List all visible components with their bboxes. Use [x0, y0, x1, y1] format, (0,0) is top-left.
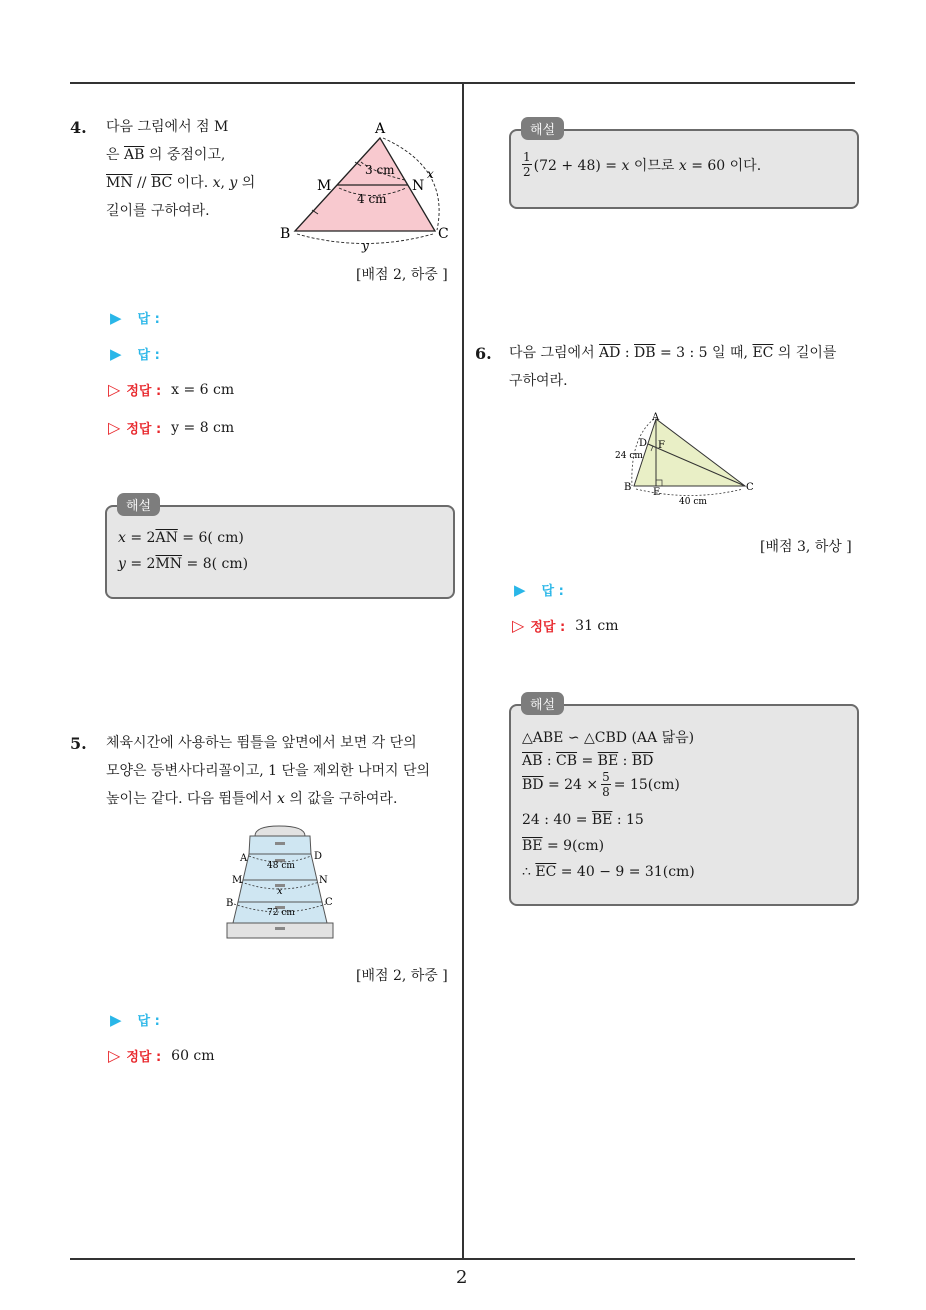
correct-marker-icon: ▷ — [108, 1046, 121, 1065]
q5-score: [배점 2, 하중 ] — [356, 968, 448, 984]
correct-marker-icon: ▷ — [108, 418, 121, 437]
correct-label: 정답 : — [126, 384, 162, 399]
q6-explanation-line-6: ∴ $\overline{EC} = 40 - 9 = 31(cm)$ — [522, 864, 695, 880]
answer-label: 답 : — [137, 1014, 160, 1029]
q5-line-3: 높이는 같다. 다음 뜀틀에서 x 의 값을 구하여라. — [106, 791, 398, 807]
answer-label: 답 : — [137, 348, 160, 363]
q5-correct-value: 60 cm — [171, 1047, 215, 1064]
q5-label-x: x — [277, 886, 283, 897]
q6-label-40cm: 40 cm — [679, 497, 707, 507]
answer-label: 답 : — [137, 312, 160, 327]
q4-explanation-line-1: $x = 2\overline{AN} = 6$( cm) — [118, 530, 244, 546]
correct-marker-icon: ▷ — [512, 616, 525, 635]
q5-correct-row — [108, 1046, 215, 1065]
q4-label-C: C — [438, 226, 449, 242]
answer-marker-icon: ▶ — [110, 308, 122, 327]
correct-label: 정답 : — [530, 620, 566, 635]
q4-line-1: 다음 그림에서 점 M — [106, 119, 229, 135]
q5-label-72cm: 72 cm — [267, 908, 295, 918]
q4-label-A: A — [375, 121, 386, 137]
q5-line-2: 모양은 등변사다리꼴이고, 1 단을 제외한 나머지 단의 — [106, 763, 431, 779]
q4-line-4: 길이를 구하여라. — [106, 203, 210, 219]
q4-correct-row-2 — [108, 418, 234, 437]
q6-label-A: A — [652, 412, 660, 423]
q5-text — [106, 729, 456, 813]
correct-marker-icon: ▷ — [108, 380, 121, 399]
q5-explanation-line: 1 2 (72 + 48) = x 이므로 x = 60 이다. — [523, 150, 762, 179]
q6-explanation-line-1: △ABE ∽ △CBD (AA 닮음) — [522, 730, 695, 746]
page-number: 2 — [456, 1267, 468, 1288]
q4-label-N: N — [412, 178, 425, 194]
q5-label-A: A — [240, 853, 248, 864]
q6-number: 6. — [475, 344, 492, 363]
q4-label-3cm: 3 cm — [365, 163, 395, 177]
q6-label-24cm: 24 cm — [615, 451, 643, 461]
q5-number: 5. — [70, 734, 87, 753]
q4-number: 4. — [70, 118, 87, 137]
q6-correct-value: 31 cm — [575, 617, 619, 634]
answer-label: 답 : — [541, 584, 564, 599]
q6-explanation-line-3: $\overline{BD} = 24$ × $\frac{5}{8}$ = 15(cm) — [522, 770, 680, 799]
q4-explanation-tag: 해설 — [117, 493, 160, 516]
q6-text — [509, 339, 859, 395]
correct-label: 정답 : — [126, 422, 162, 437]
q5-explanation-tag: 해설 — [521, 117, 564, 140]
answer-marker-icon: ▶ — [110, 1010, 122, 1029]
q6-label-C: C — [746, 482, 754, 493]
q5-label-C: C — [325, 897, 333, 908]
q6-figure — [612, 410, 762, 510]
q6-score: [배점 3, 하상 ] — [760, 539, 852, 555]
q5-label-N: N — [319, 875, 328, 886]
q6-label-D: D — [639, 438, 648, 449]
q6-label-E: E — [653, 487, 661, 498]
q5-label-B: B — [226, 898, 234, 909]
column-divider — [462, 83, 464, 1258]
q5-label-M: M — [232, 875, 243, 886]
q5-line-1: 체육시간에 사용하는 뜀틀을 앞면에서 보면 각 단의 — [106, 735, 417, 751]
q4-explanation-line-2: $y = 2\overline{MN} = 8$( cm) — [118, 556, 249, 572]
q6-explanation-line-2: $\overline{AB}$ : $\overline{CB} = \overline{BE}$ : $\overline{BD}$ — [522, 753, 654, 769]
q5-figure — [222, 824, 337, 942]
q4-correct-value-1: x = 6 cm — [171, 381, 235, 398]
q6-label-B: B — [624, 482, 632, 493]
q6-explanation-tag: 해설 — [521, 692, 564, 715]
q4-answer-row-2 — [110, 344, 160, 363]
q6-line-2: 구하여라. — [509, 373, 568, 389]
q4-figure — [275, 118, 465, 253]
q6-label-F: F — [658, 440, 665, 451]
q4-label-4cm: 4 cm — [357, 192, 387, 206]
q4-label-x: x — [427, 167, 434, 181]
q4-label-B: B — [280, 226, 291, 242]
q6-answer-row — [514, 580, 564, 599]
q6-explanation-line-5: $\overline{BE} = 9(cm)$ — [522, 838, 605, 854]
q4-text — [106, 113, 266, 225]
q4-label-M: M — [317, 178, 332, 194]
q4-correct-value-2: y = 8 cm — [171, 419, 235, 436]
q4-score: [배점 2, 하중 ] — [356, 267, 448, 283]
q4-answer-row-1 — [110, 308, 160, 327]
q4-line-2: 은 $\overline{AB}$ 의 중점이고, — [106, 147, 226, 163]
answer-marker-icon: ▶ — [514, 580, 526, 599]
q6-explanation-line-4: 24 : $40 = \overline{BE}$ : 15 — [522, 812, 644, 828]
q4-explanation-box — [105, 505, 455, 599]
q4-label-y: y — [362, 239, 369, 253]
q4-line-3: $\overline{MN} // \overline{BC}$ 이다. x, y 의 — [106, 175, 256, 191]
bottom-rule — [70, 1258, 855, 1260]
q5-answer-row — [110, 1010, 160, 1029]
q6-line-1: 다음 그림에서 $\overline{AD}$ : $\overline{DB} = 3$ : 5 일 때, $\overline{EC}$ 의 길이를 — [509, 345, 837, 361]
q6-correct-row — [512, 616, 619, 635]
q4-correct-row-1 — [108, 380, 234, 399]
correct-label: 정답 : — [126, 1050, 162, 1065]
q5-label-48cm: 48 cm — [267, 861, 295, 871]
answer-marker-icon: ▶ — [110, 344, 122, 363]
q5-label-D: D — [314, 851, 323, 862]
